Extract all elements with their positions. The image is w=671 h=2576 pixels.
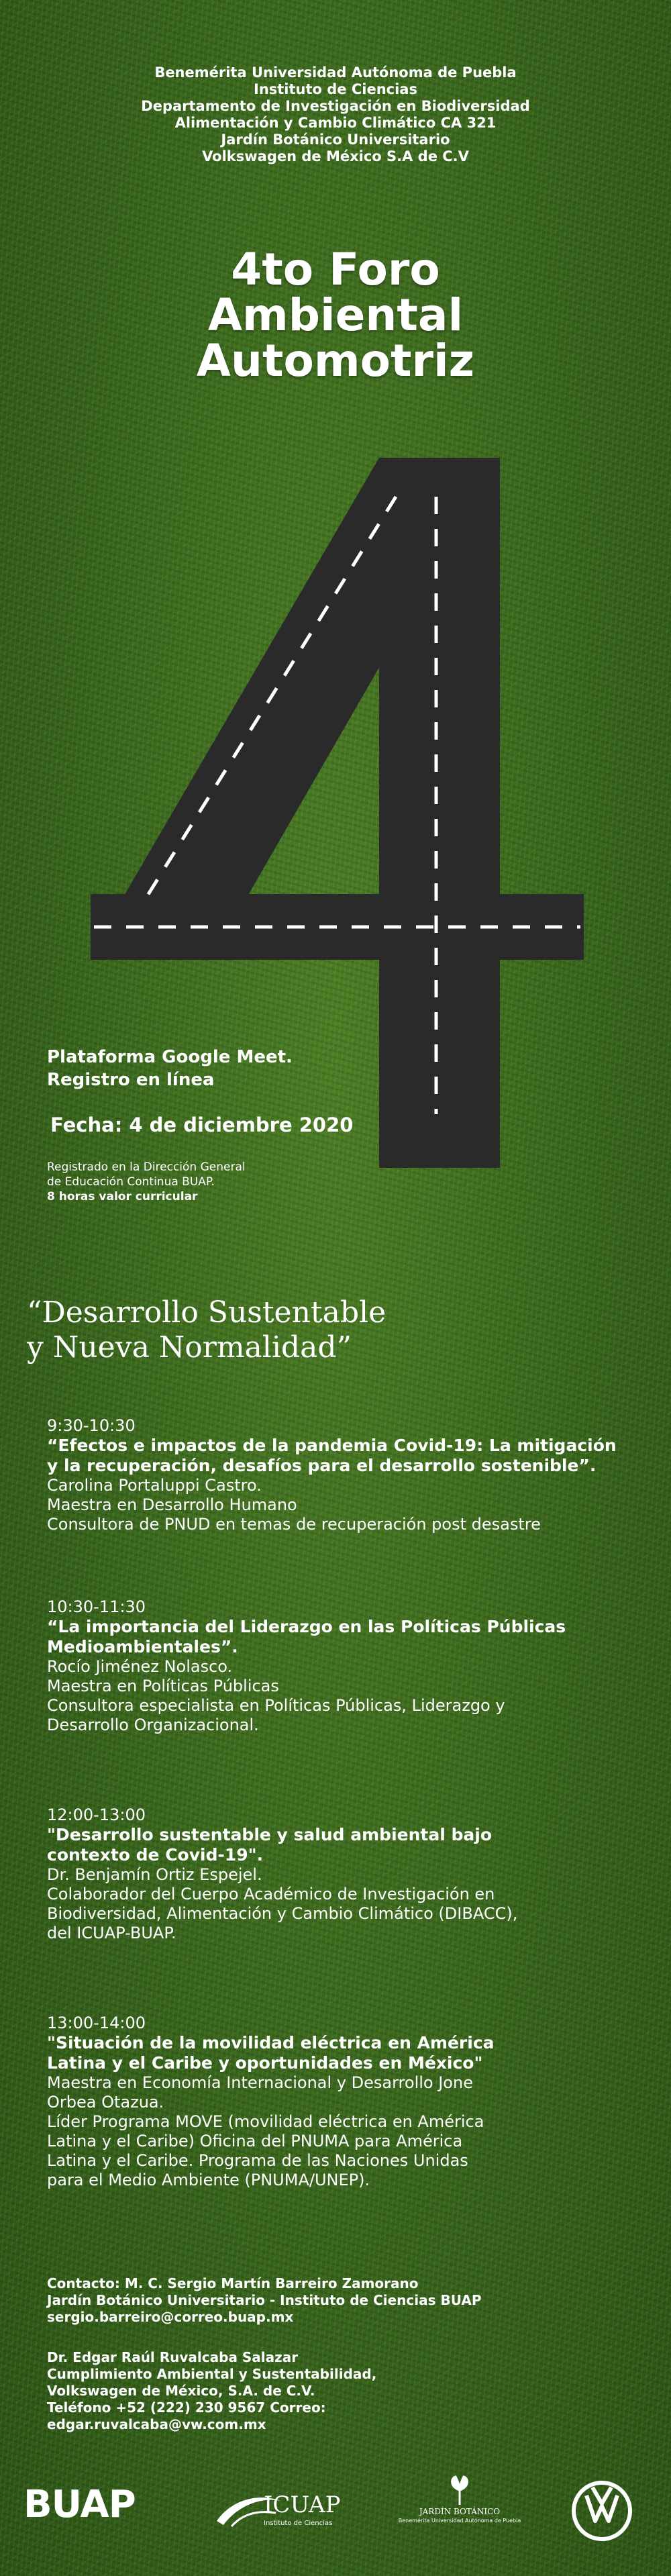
forum-title: [0, 244, 671, 387]
institution-line: Jardín Botánico Universitario: [221, 132, 450, 148]
info-line: para el Medio Ambiente (PNUMA/UNEP).: [47, 2171, 370, 2189]
slot-time: 12:00-13:00: [47, 1805, 146, 1824]
event-registration: Registro en línea: [47, 1070, 215, 1090]
contact-line: Dr. Edgar Raúl Ruvalcaba Salazar: [47, 2349, 299, 2365]
contact-email[interactable]: sergio.barreiro@correo.buap.mx: [47, 2309, 294, 2325]
buap-logo: BUAP: [23, 2483, 136, 2526]
contact-line: Jardín Botánico Universitario - Instituto de Ciencias BUAP: [47, 2292, 482, 2308]
event-platform: Plataforma Google Meet.: [47, 1047, 293, 1067]
info-line: Maestra en Desarrollo Humano: [47, 1495, 297, 1514]
title-line: Ambiental: [207, 289, 464, 341]
slot-talk-title: [47, 2033, 637, 2073]
contact-block: [47, 2275, 517, 2326]
theme-title: [27, 1295, 386, 1365]
schedule-slot: [47, 1416, 637, 1534]
title-line: 4to Foro: [231, 244, 440, 295]
institution-line: Departamento de Investigación en Biodiversidad: [141, 98, 530, 114]
info-line: Colaborador del Cuerpo Académico de Investigación en: [47, 1885, 495, 1903]
plant-icon: [446, 2475, 473, 2506]
institution-line: Alimentación y Cambio Climático CA 321: [174, 115, 497, 131]
schedule-slot: [47, 1597, 637, 1735]
info-line: Latina y el Caribe) Oficina del PNUMA para América: [47, 2132, 463, 2150]
info-line: Rocío Jiménez Nolasco.: [47, 1657, 233, 1676]
info-line: Maestra en Economía Internacional y Desarrollo Jone: [47, 2073, 473, 2092]
title-line: Automotriz: [196, 335, 475, 387]
icuap-logo: [211, 2483, 379, 2537]
info-line: Biodiversidad, Alimentación y Cambio Climático (DIBACC),: [47, 1904, 518, 1923]
theme-line: y Nueva Normalidad”: [27, 1330, 352, 1365]
institution-line: Instituto de Ciencias: [254, 81, 417, 97]
jardin-label: JARDÍN BOTÁNICO: [419, 2507, 501, 2516]
contact-line: Teléfono +52 (222) 230 9567 Correo:: [47, 2399, 326, 2416]
slot-time: 9:30-10:30: [47, 1416, 136, 1435]
info-line: Líder Programa MOVE (movilidad eléctrica en América: [47, 2112, 484, 2131]
contact-block: [47, 2349, 517, 2433]
schedule-slot: [47, 1805, 637, 1943]
info-line: del ICUAP-BUAP.: [47, 1924, 176, 1942]
talk-line: contexto de Covid-19".: [47, 1845, 264, 1865]
slot-speaker-info: [47, 2073, 637, 2190]
info-line: Carolina Portaluppi Castro.: [47, 1476, 262, 1495]
slot-time: 13:00-14:00: [47, 2014, 146, 2032]
institution-line: Benemérita Universidad Autónoma de Puebla: [154, 64, 517, 81]
schedule-slot: [47, 2014, 637, 2190]
talk-line: "Situación de la movilidad eléctrica en América: [47, 2033, 495, 2052]
slot-speaker-info: [47, 1476, 637, 1534]
talk-line: y la recuperación, desafíos para el desarrollo sostenible”.: [47, 1456, 597, 1475]
info-line: Consultora especialista en Políticas Públicas, Liderazgo y: [47, 1696, 505, 1715]
road-lane-markings: [94, 497, 580, 1114]
institutions-header: [0, 64, 671, 165]
icuap-sublabel: Instituto de Ciencias: [264, 2520, 333, 2527]
contact-line: Volkswagen de México, S.A. de C.V.: [47, 2383, 315, 2399]
info-line: Orbea Otazua.: [47, 2093, 164, 2112]
info-line: Maestra en Políticas Públicas: [47, 1677, 279, 1695]
slot-talk-title: [47, 1436, 637, 1476]
info-line: Consultora de PNUD en temas de recuperación post desastre: [47, 1515, 541, 1534]
talk-line: "Desarrollo sustentable y salud ambiental bajo: [47, 1825, 493, 1844]
slot-time: 10:30-11:30: [47, 1597, 146, 1616]
event-info: [47, 1046, 396, 1091]
slot-speaker-info: [47, 1865, 637, 1943]
contact-email[interactable]: edgar.ruvalcaba@vw.com.mx: [47, 2416, 266, 2432]
jardin-botanico-logo: [386, 2475, 533, 2542]
talk-line: “Efectos e impactos de la pandemia Covid-19: La mitigación: [47, 1436, 617, 1455]
icuap-label: ICUAP: [264, 2491, 341, 2518]
info-line: Desarrollo Organizacional.: [47, 1716, 259, 1734]
institution-line: Volkswagen de México S.A de C.V: [202, 148, 469, 164]
info-line: Latina y el Caribe. Programa de las Naciones Unidas: [47, 2151, 468, 2170]
info-line: Dr. Benjamín Ortiz Espejel.: [47, 1865, 262, 1884]
contact-line: Cumplimiento Ambiental y Sustentabilidad,: [47, 2366, 377, 2382]
slot-talk-title: [47, 1825, 637, 1865]
talk-line: Medioambientales”.: [47, 1637, 238, 1656]
event-registered: [47, 1160, 396, 1204]
jardin-sublabel: Benemérita Universidad Autónoma de Puebla: [398, 2518, 521, 2524]
slot-talk-title: [47, 1617, 637, 1657]
event-date: Fecha: 4 de diciembre 2020: [50, 1113, 354, 1136]
talk-line: Latina y el Caribe y oportunidades en México": [47, 2053, 483, 2073]
registered-line: Registrado en la Dirección General: [47, 1160, 246, 1174]
vw-logo: [570, 2479, 633, 2542]
registered-line: de Educación Continua BUAP.: [47, 1175, 215, 1189]
contact-line: Contacto: M. C. Sergio Martín Barreiro Zamorano: [47, 2275, 419, 2291]
talk-line: “La importancia del Liderazgo en las Políticas Públicas: [47, 1617, 566, 1636]
slot-speaker-info: [47, 1657, 637, 1735]
curricular-hours: 8 horas valor curricular: [47, 1190, 198, 1203]
theme-line: “Desarrollo Sustentable: [27, 1295, 386, 1330]
